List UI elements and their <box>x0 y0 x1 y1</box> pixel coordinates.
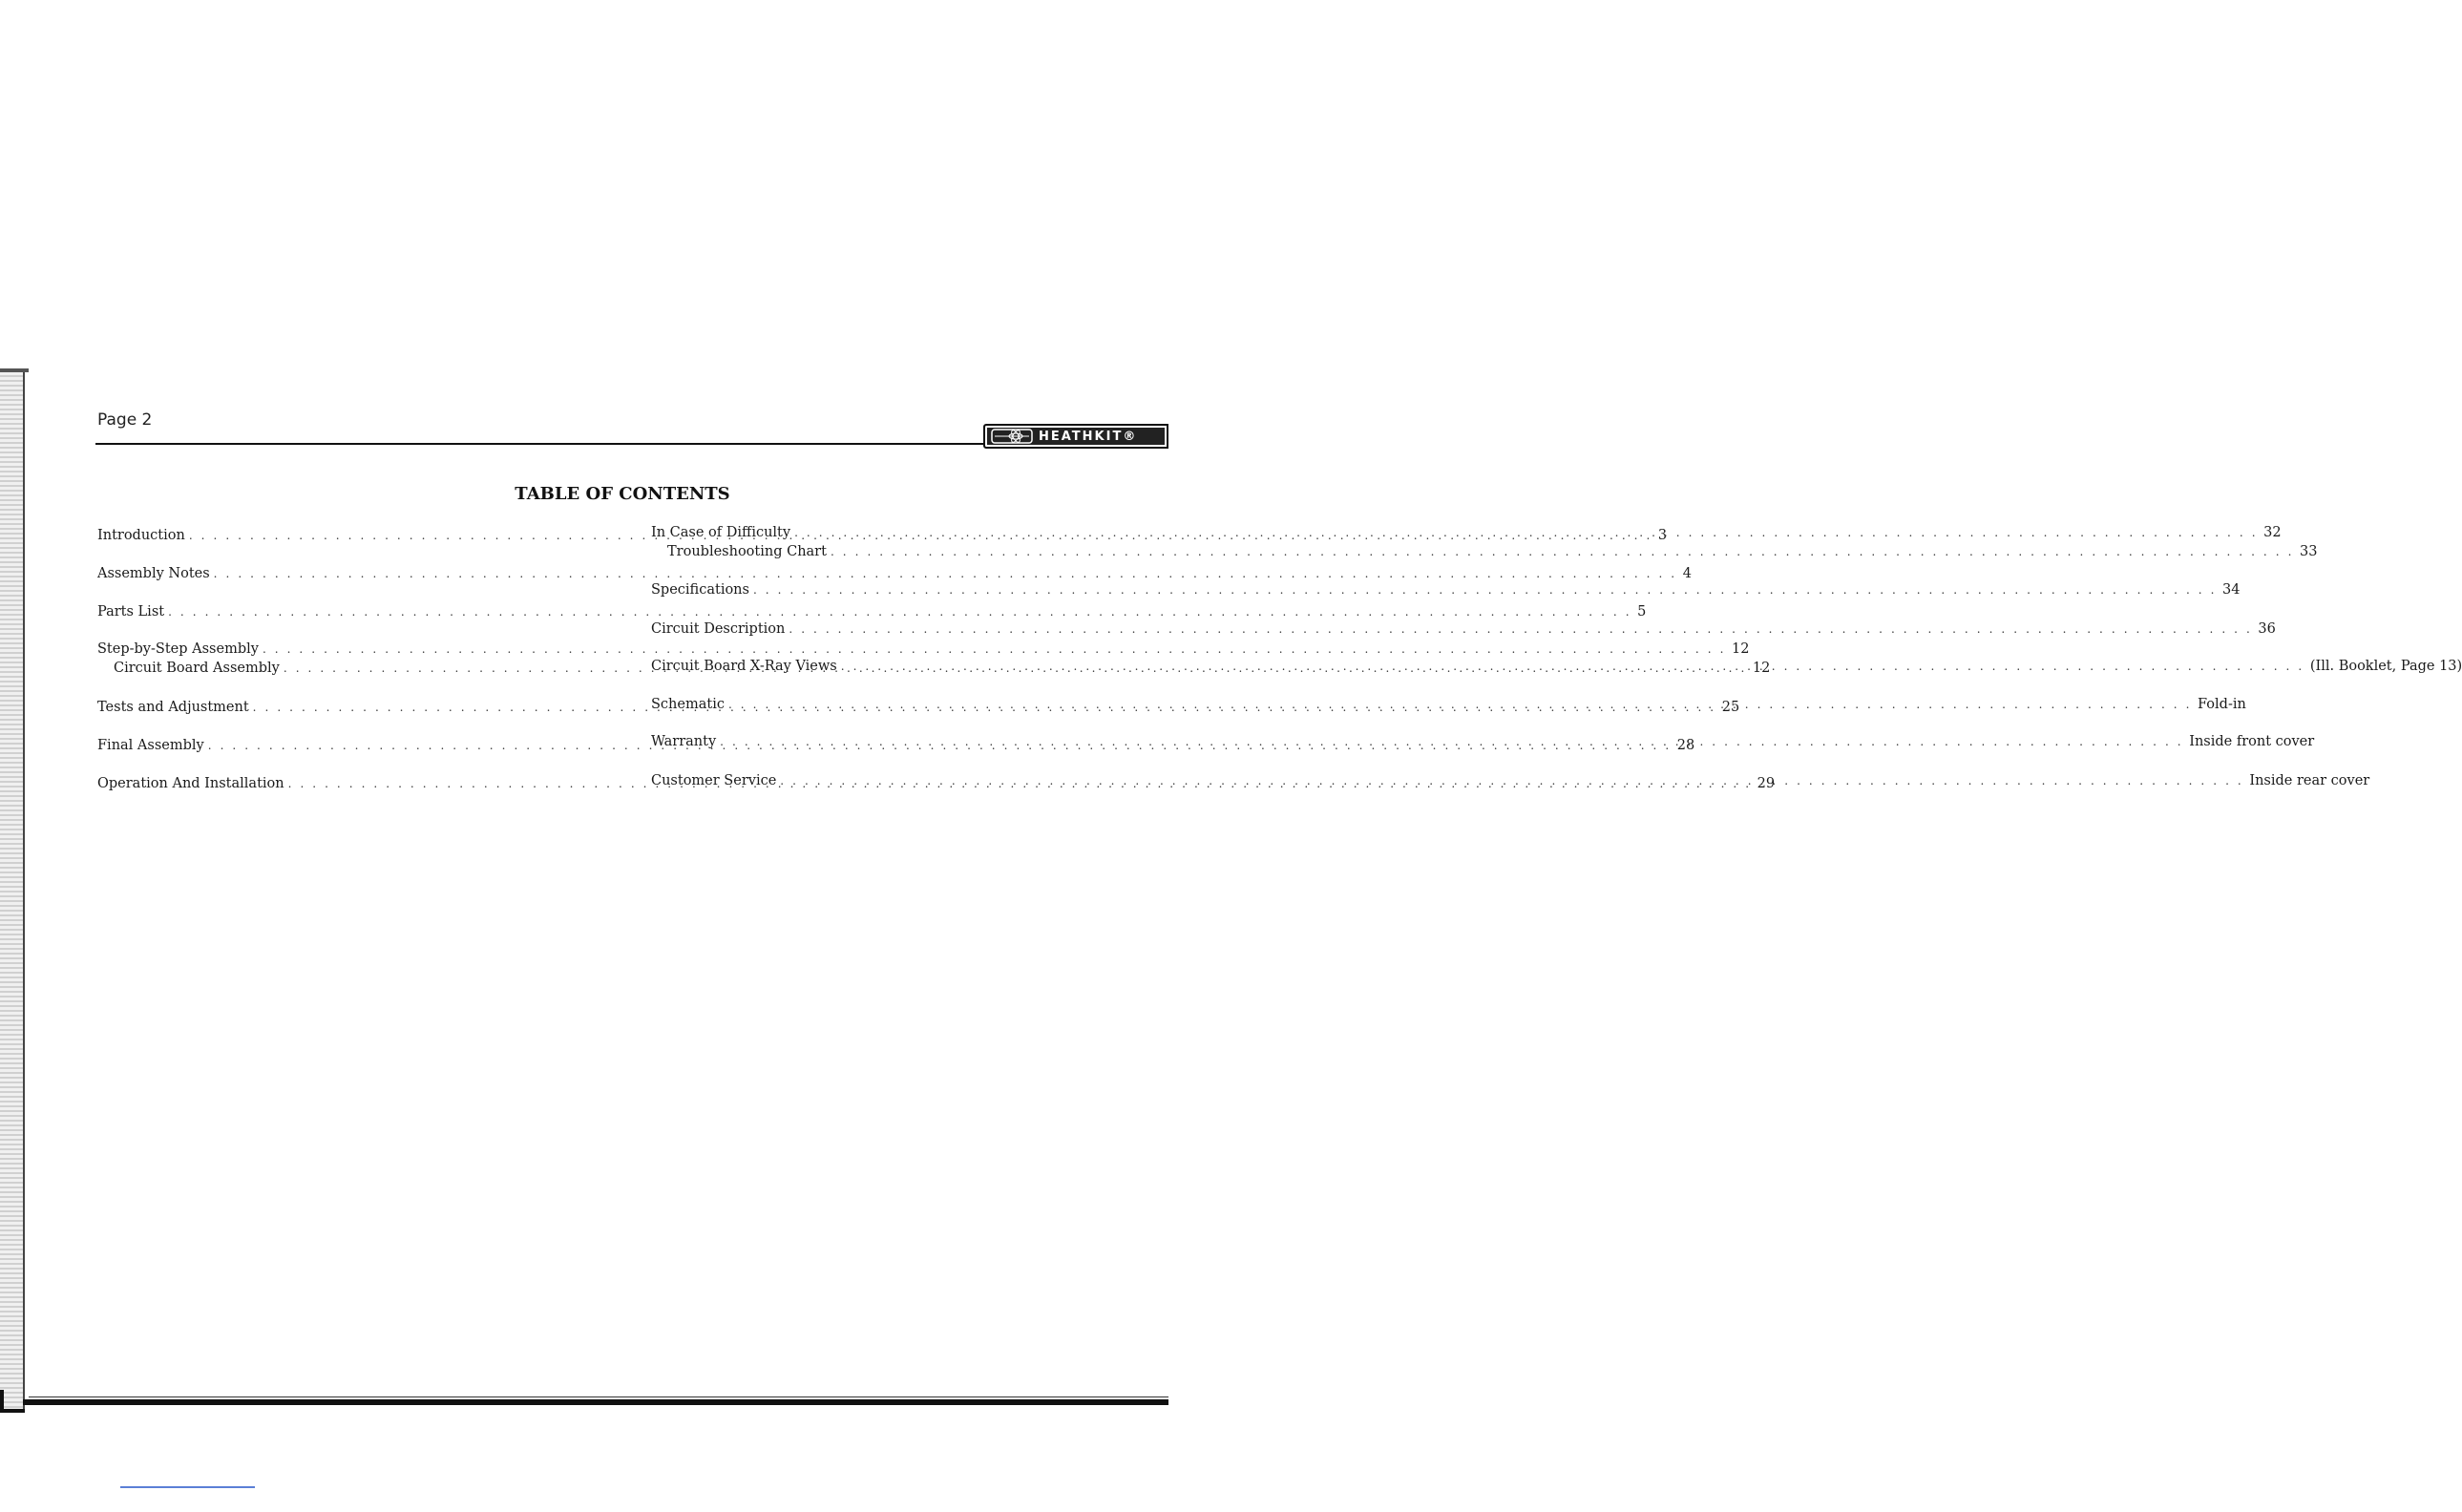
leader-dots <box>831 543 2294 560</box>
toc-entry <box>651 524 2282 541</box>
toc-entry-label: Operation And Installation <box>97 776 284 791</box>
toc-entry-page: Inside front cover <box>2189 734 2315 749</box>
leader-dots <box>728 696 2192 713</box>
brand-name: HEATHKIT® <box>1039 429 1138 444</box>
toc-entry-label: Troubleshooting Chart <box>667 544 827 559</box>
toc-entry-label: Step-by-Step Assembly <box>97 641 259 657</box>
leader-dots <box>789 620 2252 638</box>
toc-entry-label: In Case of Difficulty <box>651 525 791 540</box>
toc-entry-label: Schematic <box>651 697 725 712</box>
toc-entry-label: Circuit Board X-Ray Views <box>651 659 837 674</box>
bottom-underline-mark <box>120 1486 255 1488</box>
toc-subentry <box>651 543 2318 560</box>
toc-entry-label: Circuit Board Assembly <box>114 661 280 676</box>
toc-entry <box>97 565 1692 582</box>
toc-entry-page: Inside rear cover <box>2249 773 2370 788</box>
toc-entry-label: Warranty <box>651 734 717 749</box>
toc-entry-page: (Ill. Booklet, Page 13) <box>2309 659 2462 674</box>
leader-dots <box>753 581 2217 598</box>
toc-entry <box>651 581 2241 598</box>
toc-entry-label: Introduction <box>97 528 185 543</box>
toc-entry-page: 29 <box>1757 776 1776 791</box>
toc-entry-label: Tests and Adjustment <box>97 700 249 715</box>
footer-rule-thick <box>23 1399 1168 1405</box>
toc-entry-page: 4 <box>1682 566 1692 581</box>
toc-entry-label: Final Assembly <box>97 738 204 753</box>
page-number-label: Page 2 <box>97 410 153 430</box>
toc-entry-label: Assembly Notes <box>97 566 210 581</box>
toc-entry-page: 34 <box>2222 582 2241 598</box>
toc-entry-page: 28 <box>1676 738 1695 753</box>
toc-entry-page: 12 <box>1732 641 1750 657</box>
toc-entry <box>97 640 1750 658</box>
toc-entry-label: Parts List <box>97 604 165 620</box>
toc-entry-label: Specifications <box>651 582 749 598</box>
toc-entry-label: Circuit Description <box>651 621 786 637</box>
leader-dots <box>214 565 1677 582</box>
toc-entry-page: 25 <box>1721 700 1740 715</box>
toc-entry <box>97 603 1647 620</box>
toc-entry-page: 36 <box>2258 621 2276 637</box>
leader-dots <box>794 524 2258 541</box>
toc-entry-page: 5 <box>1637 604 1647 620</box>
toc-entry-label: Customer Service <box>651 773 777 788</box>
leader-dots <box>720 733 2183 750</box>
leader-dots <box>263 640 1726 658</box>
toc-entry-page: 32 <box>2263 525 2282 540</box>
toc-entry <box>651 620 2276 638</box>
leader-dots <box>780 772 2243 789</box>
toc-entry-page: 3 <box>1657 528 1668 543</box>
footer-rule-thin <box>29 1396 1168 1397</box>
toc-entry-page: Fold-in <box>2198 697 2246 712</box>
toc-entry-page: 12 <box>1752 661 1771 676</box>
toc-entry-page: 33 <box>2300 544 2318 559</box>
leader-dots <box>841 658 2304 675</box>
toc-title: TABLE OF CONTENTS <box>515 484 730 504</box>
leader-dots <box>168 603 1631 620</box>
